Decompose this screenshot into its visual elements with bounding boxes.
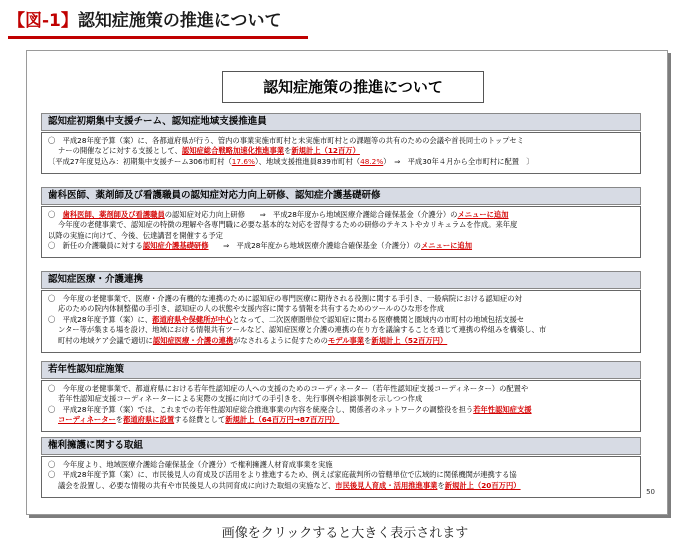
section-2-line-4: 〇 新任の介護職員に対する認知症介護基礎研修 ⇒ 平成28年度から地域医療介護総合確保基金（介護分）のメニューに追加: [48, 241, 473, 251]
section-4-line-2: 若年性認知症支援コーディネーターによる実際の支援に向けての手引きを、先行事例や相談事例を示しつつ作成: [58, 394, 423, 404]
section-1-highlight-pct-2: 48.2%: [360, 156, 384, 166]
figure-title-underline: [8, 36, 308, 39]
section-2-body: [41, 206, 641, 258]
section-4-line-3: 〇 平成28年度予算（案）では、これまでの若年性認知症総合推進事業の内容を統廃合し、関係者のネットワークの調整役を担う若年性認知症支援: [48, 404, 532, 414]
section-1-highlight-project: 認知症総合戦略加速化推進事業: [181, 146, 285, 156]
figure-title-text: 認知症施策の推進について: [77, 11, 282, 31]
section-5-body: [41, 456, 641, 498]
section-1-line-1: 〇 平成28年度予算（案）に、各都道府県が行う、管内の事業実施市町村と未実施市町村との課題等の共有のための会議や首長同士のトップセミ: [48, 136, 524, 145]
section-3-header: 認知症医療・介護連携: [41, 271, 641, 289]
section-2-line-1: 〇 歯科医師、薬剤師及び看護職員の認知症対応力向上研修 ⇒ 平成28年度から地域医療介護総合確保基金（介護分）のメニューに追加: [48, 210, 509, 219]
section-5-header: 権利擁護に関する取組: [41, 437, 641, 455]
section-4-highlight-coordinator-1: 若年性認知症支援: [473, 404, 532, 414]
section-1-line-2: ナーの開催などに対する支援として、認知症総合戦略加速化推進事業を新規計上（12百万）: [58, 146, 360, 156]
section-4-header: 若年性認知症施策: [41, 361, 641, 379]
section-2-line-2: 今年度の老健事業で、認知症の特徴の理解や各専門職に必要な基本的な対応を習得するための研修のテキストやカリキュラムを作成。来年度: [58, 220, 518, 230]
section-1-line-3: 〔平成27年度見込み：初期集中支援チーム306市町村（17.6%）、地域支援推進員839市町村（48.2%） ⇒ 平成30年４月から全市町村に配置 〕: [48, 156, 534, 166]
section-2-line-3: 以降の実施に向けて、今後、伝達講習を開催する予定: [48, 230, 223, 240]
section-4-highlight-placement: 都道府県に設置: [123, 415, 175, 425]
section-3-line-1: 〇 今年度の老健事業で、医療・介護の有機的な連携のために認知症の専門医療に期待される役割に関する手引き、一般病院における認知症の対: [48, 294, 522, 303]
section-3-highlight-budget: 新規計上（52百万円）: [371, 335, 448, 345]
section-1-header: 認知症初期集中支援チーム、認知症地域支援推進員: [41, 113, 641, 131]
section-1-highlight-pct-1: 17.6%: [231, 156, 255, 166]
section-5-line-2: 〇 平成28年度予算（案）に、市民後見人の育成及び活用をより推進するため、例えば家庭裁判所の管轄単位で広域的に関係機関が連携する協: [48, 470, 517, 480]
section-3-line-2: 応のための院内体制整備の手引き、認知症の人の状態や支援内容に関する情報を共有するためのツールのひな形を作成: [58, 304, 445, 314]
section-4-line-4: コーディネーターを都道府県に設置する経費として新規計上（64百万円→87百万円）: [58, 415, 340, 425]
section-3-line-5: 町村の地域ケア会議で適切に認知症医療・介護の連携がなされるように促すためのモデル事業を新規計上（52百万円）: [58, 335, 448, 345]
section-2-highlight-menu-1: メニューに追加: [457, 210, 509, 219]
section-5-line-1: 〇 今年度より、地域医療介護総合確保基金（介護分）で権利擁護人材育成事業を実施: [48, 460, 333, 469]
section-4-highlight-budget: 新規計上（64百万円→87百万円）: [225, 415, 340, 425]
section-5-line-3: 議会を設置し、必要な情報の共有や市民後見人の共同育成に向けた取組の実施など、市民後見人育成・活用推進事業を新規計上（20百万円）: [58, 480, 521, 490]
section-3-line-3: 〇 平成28年度予算（案）に、都道府県や保健所が中心となって、二次医療圏単位で認知症に関わる医療機関と圏域内の市町村の地域包括支援セ: [48, 314, 525, 324]
section-3-highlight-prefecture: 都道府県や保健所が中心: [152, 314, 233, 324]
page-number: 50: [646, 488, 655, 496]
figure-title-bracket: 【図-1】: [8, 11, 78, 31]
section-3-line-4: ンター等が集まる場を設け、地域における情報共有ツールなど、認知症医療と介護の連携の在り方を議論することを通じて連携の枠組みを構築し、市: [58, 325, 547, 335]
section-3-highlight-cooperation: 認知症医療・介護の連携: [152, 335, 234, 345]
figure-title: [8, 8, 308, 36]
section-1-body: [41, 132, 641, 174]
section-5-highlight-budget: 新規計上（20百万円）: [444, 480, 521, 490]
section-5-highlight-guardian: 市民後見人育成・活用推進事業: [335, 480, 438, 490]
section-3-highlight-model: モデル事業: [327, 335, 365, 345]
section-1-highlight-budget: 新規計上（12百万）: [291, 146, 360, 156]
section-4-highlight-coordinator-2: コーディネーター: [58, 415, 116, 425]
image-caption: 画像をクリックすると大きく表示されます: [221, 526, 469, 541]
section-4-line-1: 〇 今年度の老健事業で、都道府県における若年性認知症の人への支援のためのコーディネーター（若年性認知症支援コーディネーター）の配置や: [48, 384, 529, 393]
section-3-body: [41, 290, 641, 353]
document-image[interactable]: [26, 50, 668, 515]
section-2-highlight-staff: 歯科医師、薬剤師及び看護職員: [62, 210, 165, 219]
section-2-highlight-training: 認知症介護基礎研修: [142, 241, 209, 251]
document-heading: 認知症施策の推進について: [222, 71, 484, 103]
section-2-header: 歯科医師、薬剤師及び看護職員の認知症対応力向上研修、認知症介護基礎研修: [41, 187, 641, 205]
section-2-highlight-menu-2: メニューに追加: [420, 241, 473, 251]
section-4-body: [41, 380, 641, 432]
